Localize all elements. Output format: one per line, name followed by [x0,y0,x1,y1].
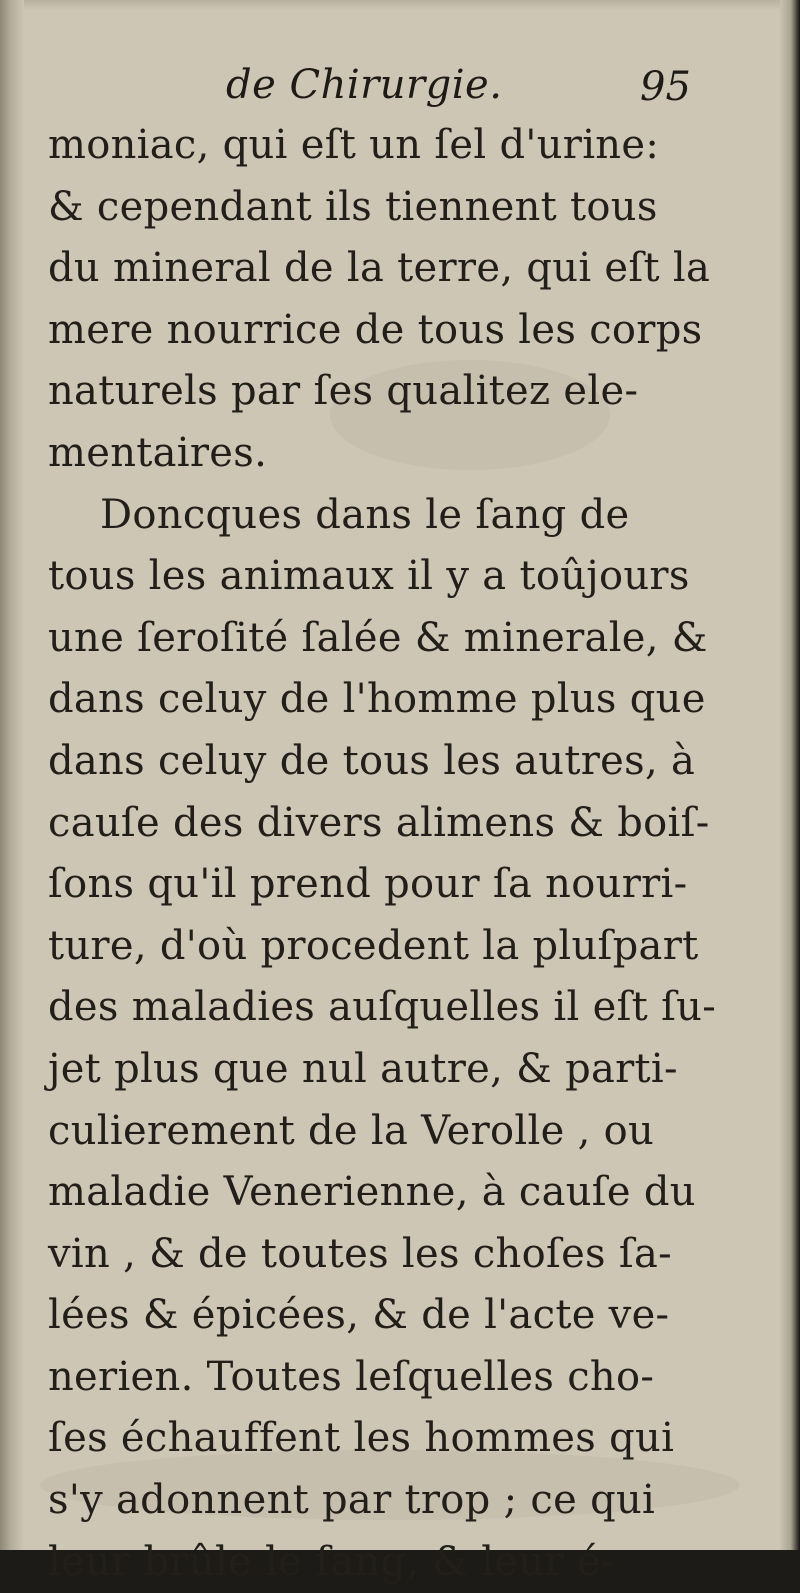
text-line: leur brûle le ſang, & leur é- [48,1538,615,1585]
text-line: s'y adonnent par trop ; ce qui [48,1477,656,1524]
body-text [48,115,728,1593]
text-line: cauſe des divers alimens & boiſ- [48,799,710,846]
page-number: 95 [640,64,691,110]
text-line: ture, d'où procedent la pluſpart [48,922,699,969]
text-line: maladie Venerienne, à cauſe du [48,1169,696,1216]
text-line: dans celuy de tous les autres, à [48,737,696,784]
text-line: vin , & de toutes les choſes ſa- [48,1230,672,1277]
text-line: ſons qu'il prend pour ſa nourri- [48,861,688,908]
text-line: tous les animaux il y a toûjours [48,553,690,600]
text-line: moniac, qui eſt un ſel d'urine: [48,122,660,168]
page-top-edge [0,0,800,10]
paragraph-start-line: Doncques dans le ſang de [100,491,630,538]
text-line: mentaires. [48,429,268,476]
text-line: jet plus que nul autre, & parti- [48,1045,678,1092]
text-line: ſes échauffent les hommes qui [48,1415,675,1462]
text-line: & cependant ils tiennent tous [48,183,658,230]
text-line: du mineral de la terre, qui eſt la [48,245,711,292]
text-line: des maladies auſquelles il eſt ſu- [48,984,717,1031]
gutter-shadow [0,0,24,1550]
text-line: lées & épicées, & de l'acte ve- [48,1292,670,1339]
text-line: nerien. Toutes leſquelles cho- [48,1353,655,1400]
text-line: naturels par ſes qualitez ele- [48,368,639,415]
page-right-edge [780,0,800,1550]
text-line: une ſeroſité ſalée & minerale, & [48,614,708,661]
text-line: mere nourrice de tous les corps [48,306,703,353]
text-line: culierement de la Verolle , ou [48,1107,655,1154]
running-title: de Chirurgie. [226,62,503,108]
text-line: dans celuy de l'homme plus que [48,676,706,723]
